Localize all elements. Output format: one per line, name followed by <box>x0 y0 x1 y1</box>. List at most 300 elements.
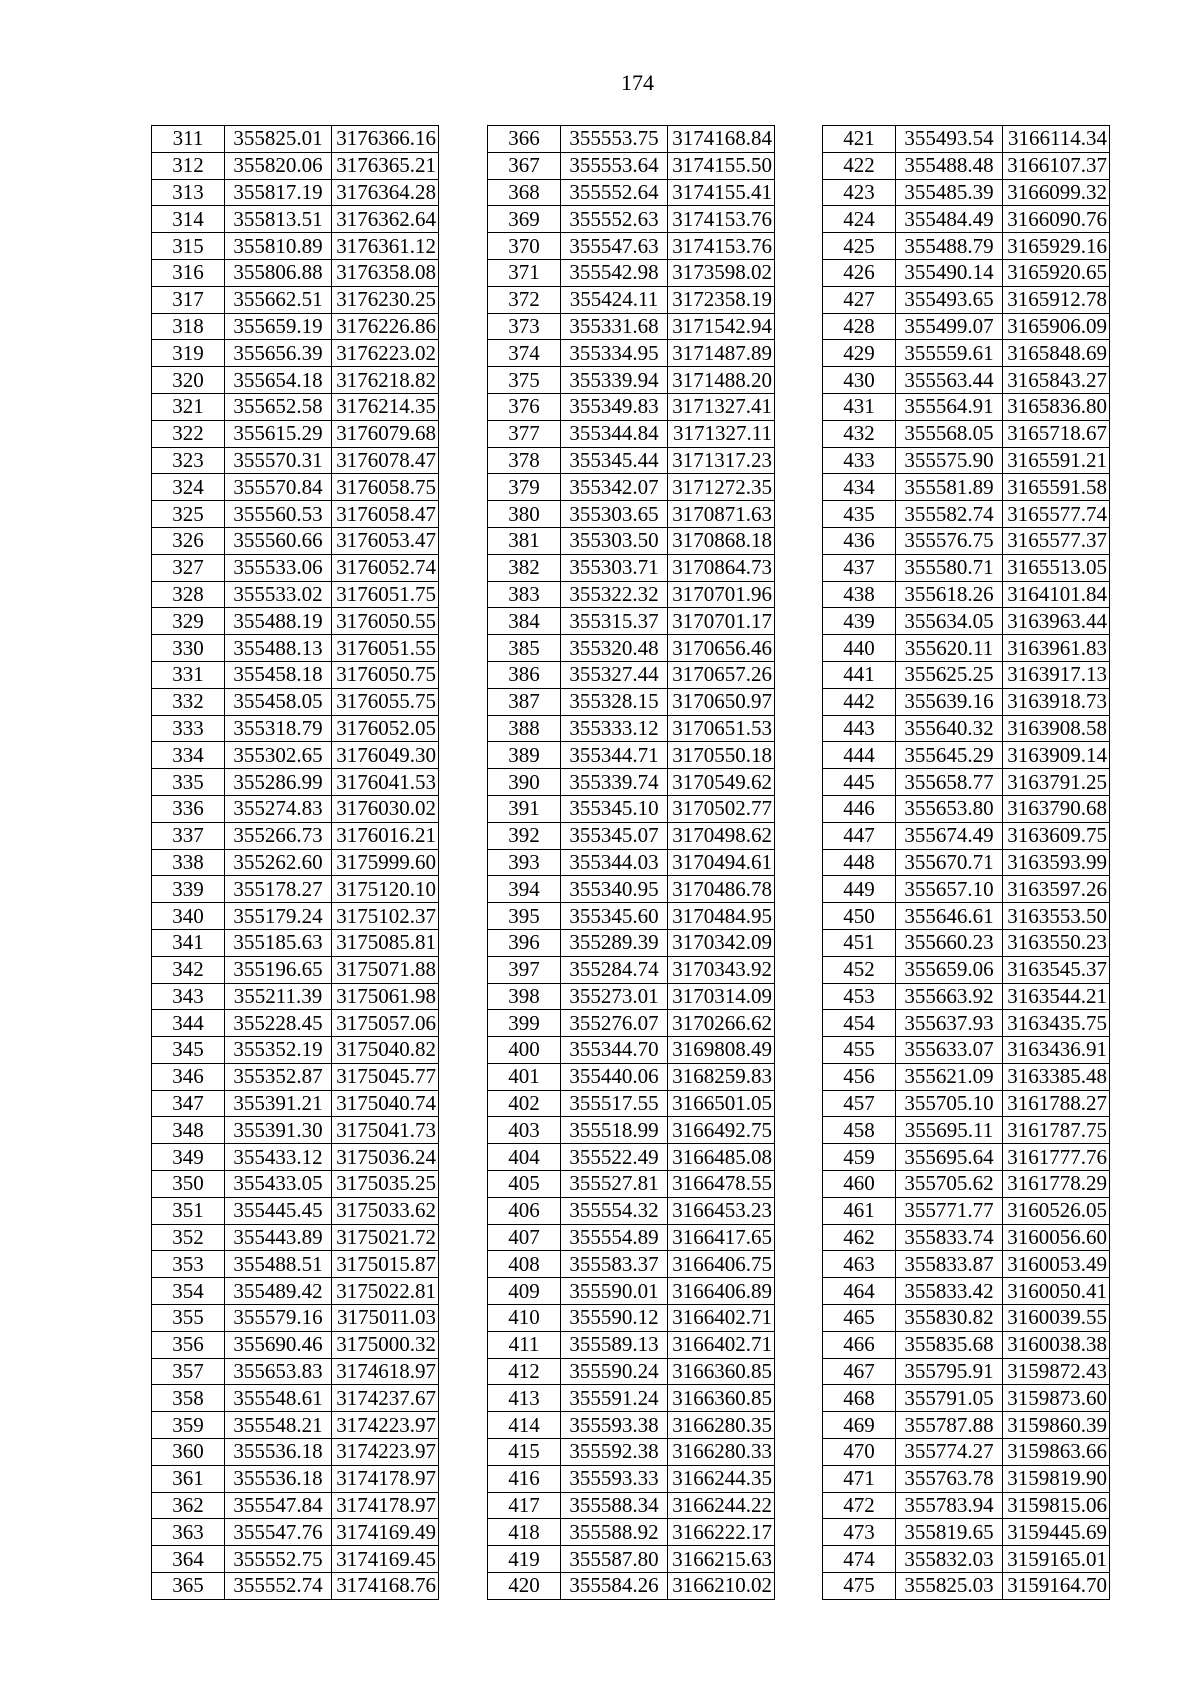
x-coordinate: 355584.26 <box>561 1573 668 1600</box>
table-row <box>823 286 1110 313</box>
table-row <box>152 1412 439 1439</box>
y-coordinate: 3170650.97 <box>668 688 775 715</box>
point-number: 376 <box>488 393 561 420</box>
y-coordinate: 3174168.76 <box>332 1573 439 1600</box>
point-number: 312 <box>152 152 225 179</box>
point-number: 460 <box>823 1171 896 1198</box>
y-coordinate: 3174155.50 <box>668 152 775 179</box>
table-row <box>823 1090 1110 1117</box>
x-coordinate: 355499.07 <box>896 313 1003 340</box>
x-coordinate: 355488.13 <box>225 635 332 662</box>
x-coordinate: 355588.92 <box>561 1519 668 1546</box>
table-row <box>823 1546 1110 1573</box>
table-row <box>488 688 775 715</box>
point-number: 354 <box>152 1278 225 1305</box>
point-number: 324 <box>152 474 225 501</box>
point-number: 443 <box>823 715 896 742</box>
table-row <box>152 983 439 1010</box>
y-coordinate: 3176058.47 <box>332 501 439 528</box>
y-coordinate: 3170314.09 <box>668 983 775 1010</box>
point-number: 387 <box>488 688 561 715</box>
point-number: 314 <box>152 206 225 233</box>
x-coordinate: 355654.18 <box>225 367 332 394</box>
x-coordinate: 355552.64 <box>561 179 668 206</box>
table-row <box>152 742 439 769</box>
x-coordinate: 355518.99 <box>561 1117 668 1144</box>
y-coordinate: 3176226.86 <box>332 313 439 340</box>
x-coordinate: 355579.16 <box>225 1305 332 1332</box>
y-coordinate: 3171487.89 <box>668 340 775 367</box>
y-coordinate: 3175035.25 <box>332 1171 439 1198</box>
table-row <box>152 1090 439 1117</box>
y-coordinate: 3176050.75 <box>332 661 439 688</box>
y-coordinate: 3161787.75 <box>1003 1117 1110 1144</box>
x-coordinate: 355621.09 <box>896 1063 1003 1090</box>
point-number: 331 <box>152 661 225 688</box>
table-row <box>488 501 775 528</box>
x-coordinate: 355262.60 <box>225 849 332 876</box>
point-number: 453 <box>823 983 896 1010</box>
table-row <box>823 876 1110 903</box>
table-row <box>152 474 439 501</box>
table-row <box>488 367 775 394</box>
point-number: 399 <box>488 1010 561 1037</box>
point-number: 338 <box>152 849 225 876</box>
table-row <box>152 1224 439 1251</box>
point-number: 325 <box>152 501 225 528</box>
y-coordinate: 3174178.97 <box>332 1465 439 1492</box>
x-coordinate: 355440.06 <box>561 1063 668 1090</box>
table-row <box>152 1546 439 1573</box>
y-coordinate: 3166402.71 <box>668 1305 775 1332</box>
x-coordinate: 355813.51 <box>225 206 332 233</box>
point-number: 381 <box>488 527 561 554</box>
y-coordinate: 3175022.81 <box>332 1278 439 1305</box>
x-coordinate: 355433.12 <box>225 1144 332 1171</box>
x-coordinate: 355286.99 <box>225 769 332 796</box>
y-coordinate: 3166360.85 <box>668 1358 775 1385</box>
x-coordinate: 355485.39 <box>896 179 1003 206</box>
y-coordinate: 3166478.55 <box>668 1171 775 1198</box>
y-coordinate: 3163609.75 <box>1003 822 1110 849</box>
y-coordinate: 3170701.17 <box>668 608 775 635</box>
y-coordinate: 3159445.69 <box>1003 1519 1110 1546</box>
y-coordinate: 3175057.06 <box>332 1010 439 1037</box>
y-coordinate: 3165513.05 <box>1003 554 1110 581</box>
x-coordinate: 355590.12 <box>561 1305 668 1332</box>
point-number: 471 <box>823 1465 896 1492</box>
table-row <box>823 635 1110 662</box>
table-row <box>823 1144 1110 1171</box>
x-coordinate: 355548.61 <box>225 1385 332 1412</box>
table-row <box>823 903 1110 930</box>
x-coordinate: 355835.68 <box>896 1331 1003 1358</box>
y-coordinate: 3170494.61 <box>668 849 775 876</box>
table-row <box>488 1439 775 1466</box>
y-coordinate: 3170550.18 <box>668 742 775 769</box>
y-coordinate: 3174153.76 <box>668 233 775 260</box>
x-coordinate: 355830.82 <box>896 1305 1003 1332</box>
y-coordinate: 3159164.70 <box>1003 1573 1110 1600</box>
x-coordinate: 355589.13 <box>561 1331 668 1358</box>
table-row <box>488 1251 775 1278</box>
table-row <box>152 903 439 930</box>
table-row <box>823 233 1110 260</box>
x-coordinate: 355653.80 <box>896 795 1003 822</box>
y-coordinate: 3163385.48 <box>1003 1063 1110 1090</box>
table-row <box>488 1278 775 1305</box>
table-row <box>488 1519 775 1546</box>
y-coordinate: 3175040.82 <box>332 1037 439 1064</box>
y-coordinate: 3170657.26 <box>668 661 775 688</box>
x-coordinate: 355810.89 <box>225 233 332 260</box>
point-number: 384 <box>488 608 561 635</box>
table-row <box>152 259 439 286</box>
y-coordinate: 3163908.58 <box>1003 715 1110 742</box>
table-row <box>488 635 775 662</box>
point-number: 436 <box>823 527 896 554</box>
point-number: 317 <box>152 286 225 313</box>
x-coordinate: 355587.80 <box>561 1546 668 1573</box>
y-coordinate: 3176078.47 <box>332 447 439 474</box>
point-number: 428 <box>823 313 896 340</box>
x-coordinate: 355560.66 <box>225 527 332 554</box>
table-row <box>488 259 775 286</box>
x-coordinate: 355825.01 <box>225 126 332 153</box>
y-coordinate: 3170343.92 <box>668 956 775 983</box>
table-row <box>488 1010 775 1037</box>
point-number: 319 <box>152 340 225 367</box>
table-row <box>488 286 775 313</box>
x-coordinate: 355833.74 <box>896 1224 1003 1251</box>
x-coordinate: 355563.44 <box>896 367 1003 394</box>
y-coordinate: 3166280.33 <box>668 1439 775 1466</box>
y-coordinate: 3171272.35 <box>668 474 775 501</box>
table-row <box>488 715 775 742</box>
x-coordinate: 355570.31 <box>225 447 332 474</box>
point-number: 339 <box>152 876 225 903</box>
x-coordinate: 355832.03 <box>896 1546 1003 1573</box>
table-row <box>152 715 439 742</box>
table-row <box>152 876 439 903</box>
point-number: 414 <box>488 1412 561 1439</box>
x-coordinate: 355488.19 <box>225 608 332 635</box>
x-coordinate: 355659.19 <box>225 313 332 340</box>
table-row <box>823 420 1110 447</box>
table-row <box>488 447 775 474</box>
table-row <box>152 1439 439 1466</box>
y-coordinate: 3163963.44 <box>1003 608 1110 635</box>
x-coordinate: 355345.10 <box>561 795 668 822</box>
x-coordinate: 355522.49 <box>561 1144 668 1171</box>
point-number: 397 <box>488 956 561 983</box>
table-row <box>823 447 1110 474</box>
y-coordinate: 3171327.41 <box>668 393 775 420</box>
table-row <box>823 822 1110 849</box>
y-coordinate: 3161778.29 <box>1003 1171 1110 1198</box>
table-row <box>152 1385 439 1412</box>
point-number: 378 <box>488 447 561 474</box>
table-row <box>152 126 439 153</box>
x-coordinate: 355344.71 <box>561 742 668 769</box>
table-row <box>823 1492 1110 1519</box>
point-number: 409 <box>488 1278 561 1305</box>
page-number: 174 <box>621 70 654 95</box>
y-coordinate: 3171317.23 <box>668 447 775 474</box>
table-row <box>152 1331 439 1358</box>
table-row <box>488 1465 775 1492</box>
y-coordinate: 3163544.21 <box>1003 983 1110 1010</box>
x-coordinate: 355331.68 <box>561 313 668 340</box>
point-number: 311 <box>152 126 225 153</box>
x-coordinate: 355559.61 <box>896 340 1003 367</box>
y-coordinate: 3174169.49 <box>332 1519 439 1546</box>
point-number: 455 <box>823 1037 896 1064</box>
y-coordinate: 3163553.50 <box>1003 903 1110 930</box>
x-coordinate: 355705.10 <box>896 1090 1003 1117</box>
x-coordinate: 355345.60 <box>561 903 668 930</box>
table-row <box>823 1412 1110 1439</box>
table-row <box>823 126 1110 153</box>
table-row <box>488 1224 775 1251</box>
y-coordinate: 3174237.67 <box>332 1385 439 1412</box>
x-coordinate: 355547.84 <box>225 1492 332 1519</box>
y-coordinate: 3172358.19 <box>668 286 775 313</box>
y-coordinate: 3159873.60 <box>1003 1385 1110 1412</box>
y-coordinate: 3165718.67 <box>1003 420 1110 447</box>
point-number: 366 <box>488 126 561 153</box>
y-coordinate: 3176051.55 <box>332 635 439 662</box>
point-number: 390 <box>488 769 561 796</box>
y-coordinate: 3163597.26 <box>1003 876 1110 903</box>
y-coordinate: 3175033.62 <box>332 1197 439 1224</box>
x-coordinate: 355639.16 <box>896 688 1003 715</box>
x-coordinate: 355591.24 <box>561 1385 668 1412</box>
y-coordinate: 3166402.71 <box>668 1331 775 1358</box>
y-coordinate: 3163917.13 <box>1003 661 1110 688</box>
x-coordinate: 355344.70 <box>561 1037 668 1064</box>
x-coordinate: 355303.65 <box>561 501 668 528</box>
table-row <box>152 956 439 983</box>
point-number: 440 <box>823 635 896 662</box>
x-coordinate: 355458.05 <box>225 688 332 715</box>
x-coordinate: 355554.89 <box>561 1224 668 1251</box>
point-number: 352 <box>152 1224 225 1251</box>
point-number: 403 <box>488 1117 561 1144</box>
table-row <box>823 1117 1110 1144</box>
x-coordinate: 355391.21 <box>225 1090 332 1117</box>
y-coordinate: 3176364.28 <box>332 179 439 206</box>
table-row <box>152 661 439 688</box>
table-row <box>488 1358 775 1385</box>
x-coordinate: 355228.45 <box>225 1010 332 1037</box>
table-row <box>823 1519 1110 1546</box>
table-row <box>823 554 1110 581</box>
x-coordinate: 355705.62 <box>896 1171 1003 1198</box>
table-row <box>823 1224 1110 1251</box>
x-coordinate: 355274.83 <box>225 795 332 822</box>
y-coordinate: 3176051.75 <box>332 581 439 608</box>
point-number: 393 <box>488 849 561 876</box>
point-number: 430 <box>823 367 896 394</box>
point-number: 363 <box>152 1519 225 1546</box>
y-coordinate: 3170549.62 <box>668 769 775 796</box>
y-coordinate: 3174223.97 <box>332 1412 439 1439</box>
y-coordinate: 3159165.01 <box>1003 1546 1110 1573</box>
x-coordinate: 355318.79 <box>225 715 332 742</box>
point-number: 349 <box>152 1144 225 1171</box>
y-coordinate: 3169808.49 <box>668 1037 775 1064</box>
y-coordinate: 3175000.32 <box>332 1331 439 1358</box>
point-number: 405 <box>488 1171 561 1198</box>
x-coordinate: 355276.07 <box>561 1010 668 1037</box>
point-number: 357 <box>152 1358 225 1385</box>
x-coordinate: 355552.63 <box>561 206 668 233</box>
point-number: 374 <box>488 340 561 367</box>
y-coordinate: 3165577.37 <box>1003 527 1110 554</box>
table-row <box>488 313 775 340</box>
y-coordinate: 3176366.16 <box>332 126 439 153</box>
x-coordinate: 355345.07 <box>561 822 668 849</box>
x-coordinate: 355819.65 <box>896 1519 1003 1546</box>
y-coordinate: 3174168.84 <box>668 126 775 153</box>
x-coordinate: 355620.11 <box>896 635 1003 662</box>
point-number: 370 <box>488 233 561 260</box>
point-number: 326 <box>152 527 225 554</box>
point-number: 364 <box>152 1546 225 1573</box>
table-row <box>823 983 1110 1010</box>
point-number: 416 <box>488 1465 561 1492</box>
x-coordinate: 355593.38 <box>561 1412 668 1439</box>
y-coordinate: 3170868.18 <box>668 527 775 554</box>
y-coordinate: 3176214.35 <box>332 393 439 420</box>
y-coordinate: 3175999.60 <box>332 849 439 876</box>
table-row <box>152 420 439 447</box>
y-coordinate: 3176058.75 <box>332 474 439 501</box>
y-coordinate: 3174153.76 <box>668 206 775 233</box>
point-number: 316 <box>152 259 225 286</box>
y-coordinate: 3176053.47 <box>332 527 439 554</box>
point-number: 372 <box>488 286 561 313</box>
x-coordinate: 355345.44 <box>561 447 668 474</box>
x-coordinate: 355303.71 <box>561 554 668 581</box>
coordinate-table-1 <box>151 125 439 1600</box>
y-coordinate: 3163545.37 <box>1003 956 1110 983</box>
table-row <box>823 313 1110 340</box>
table-row <box>152 554 439 581</box>
y-coordinate: 3170486.78 <box>668 876 775 903</box>
x-coordinate: 355352.19 <box>225 1037 332 1064</box>
table-row <box>823 661 1110 688</box>
x-coordinate: 355670.71 <box>896 849 1003 876</box>
y-coordinate: 3175041.73 <box>332 1117 439 1144</box>
y-coordinate: 3159860.39 <box>1003 1412 1110 1439</box>
table-row <box>152 1573 439 1600</box>
point-number: 377 <box>488 420 561 447</box>
point-number: 318 <box>152 313 225 340</box>
table-row <box>488 1331 775 1358</box>
coordinate-table-2 <box>487 125 775 1600</box>
y-coordinate: 3165929.16 <box>1003 233 1110 260</box>
x-coordinate: 355774.27 <box>896 1439 1003 1466</box>
x-coordinate: 355763.78 <box>896 1465 1003 1492</box>
point-number: 417 <box>488 1492 561 1519</box>
point-number: 350 <box>152 1171 225 1198</box>
y-coordinate: 3175036.24 <box>332 1144 439 1171</box>
y-coordinate: 3176016.21 <box>332 822 439 849</box>
table-row <box>823 179 1110 206</box>
table-row <box>823 688 1110 715</box>
table-row <box>488 1063 775 1090</box>
point-number: 368 <box>488 179 561 206</box>
point-number: 415 <box>488 1439 561 1466</box>
y-coordinate: 3166244.22 <box>668 1492 775 1519</box>
table-row <box>488 1546 775 1573</box>
table-row <box>823 1331 1110 1358</box>
x-coordinate: 355660.23 <box>896 929 1003 956</box>
point-number: 456 <box>823 1063 896 1090</box>
point-number: 427 <box>823 286 896 313</box>
y-coordinate: 3165591.58 <box>1003 474 1110 501</box>
x-coordinate: 355554.32 <box>561 1197 668 1224</box>
x-coordinate: 355273.01 <box>561 983 668 1010</box>
y-coordinate: 3171542.94 <box>668 313 775 340</box>
y-coordinate: 3175011.03 <box>332 1305 439 1332</box>
y-coordinate: 3165577.74 <box>1003 501 1110 528</box>
table-row <box>488 661 775 688</box>
point-number: 379 <box>488 474 561 501</box>
point-number: 323 <box>152 447 225 474</box>
point-number: 392 <box>488 822 561 849</box>
x-coordinate: 355659.06 <box>896 956 1003 983</box>
x-coordinate: 355488.51 <box>225 1251 332 1278</box>
y-coordinate: 3176052.74 <box>332 554 439 581</box>
table-row <box>152 1519 439 1546</box>
y-coordinate: 3176362.64 <box>332 206 439 233</box>
table-row <box>152 849 439 876</box>
table-row <box>823 1278 1110 1305</box>
point-number: 424 <box>823 206 896 233</box>
table-row <box>488 340 775 367</box>
y-coordinate: 3164101.84 <box>1003 581 1110 608</box>
table-row <box>488 581 775 608</box>
point-number: 332 <box>152 688 225 715</box>
y-coordinate: 3165920.65 <box>1003 259 1110 286</box>
table-row <box>823 769 1110 796</box>
x-coordinate: 355553.75 <box>561 126 668 153</box>
x-coordinate: 355424.11 <box>561 286 668 313</box>
point-number: 433 <box>823 447 896 474</box>
y-coordinate: 3176223.02 <box>332 340 439 367</box>
x-coordinate: 355695.64 <box>896 1144 1003 1171</box>
y-coordinate: 3170498.62 <box>668 822 775 849</box>
table-row <box>152 1010 439 1037</box>
table-row <box>152 179 439 206</box>
point-number: 346 <box>152 1063 225 1090</box>
point-number: 386 <box>488 661 561 688</box>
x-coordinate: 355352.87 <box>225 1063 332 1090</box>
x-coordinate: 355645.29 <box>896 742 1003 769</box>
table-row <box>152 929 439 956</box>
y-coordinate: 3161777.76 <box>1003 1144 1110 1171</box>
y-coordinate: 3166501.05 <box>668 1090 775 1117</box>
table-row <box>823 1358 1110 1385</box>
x-coordinate: 355344.03 <box>561 849 668 876</box>
y-coordinate: 3175045.77 <box>332 1063 439 1090</box>
table-row <box>488 983 775 1010</box>
coordinate-table-3 <box>822 125 1110 1600</box>
point-number: 394 <box>488 876 561 903</box>
